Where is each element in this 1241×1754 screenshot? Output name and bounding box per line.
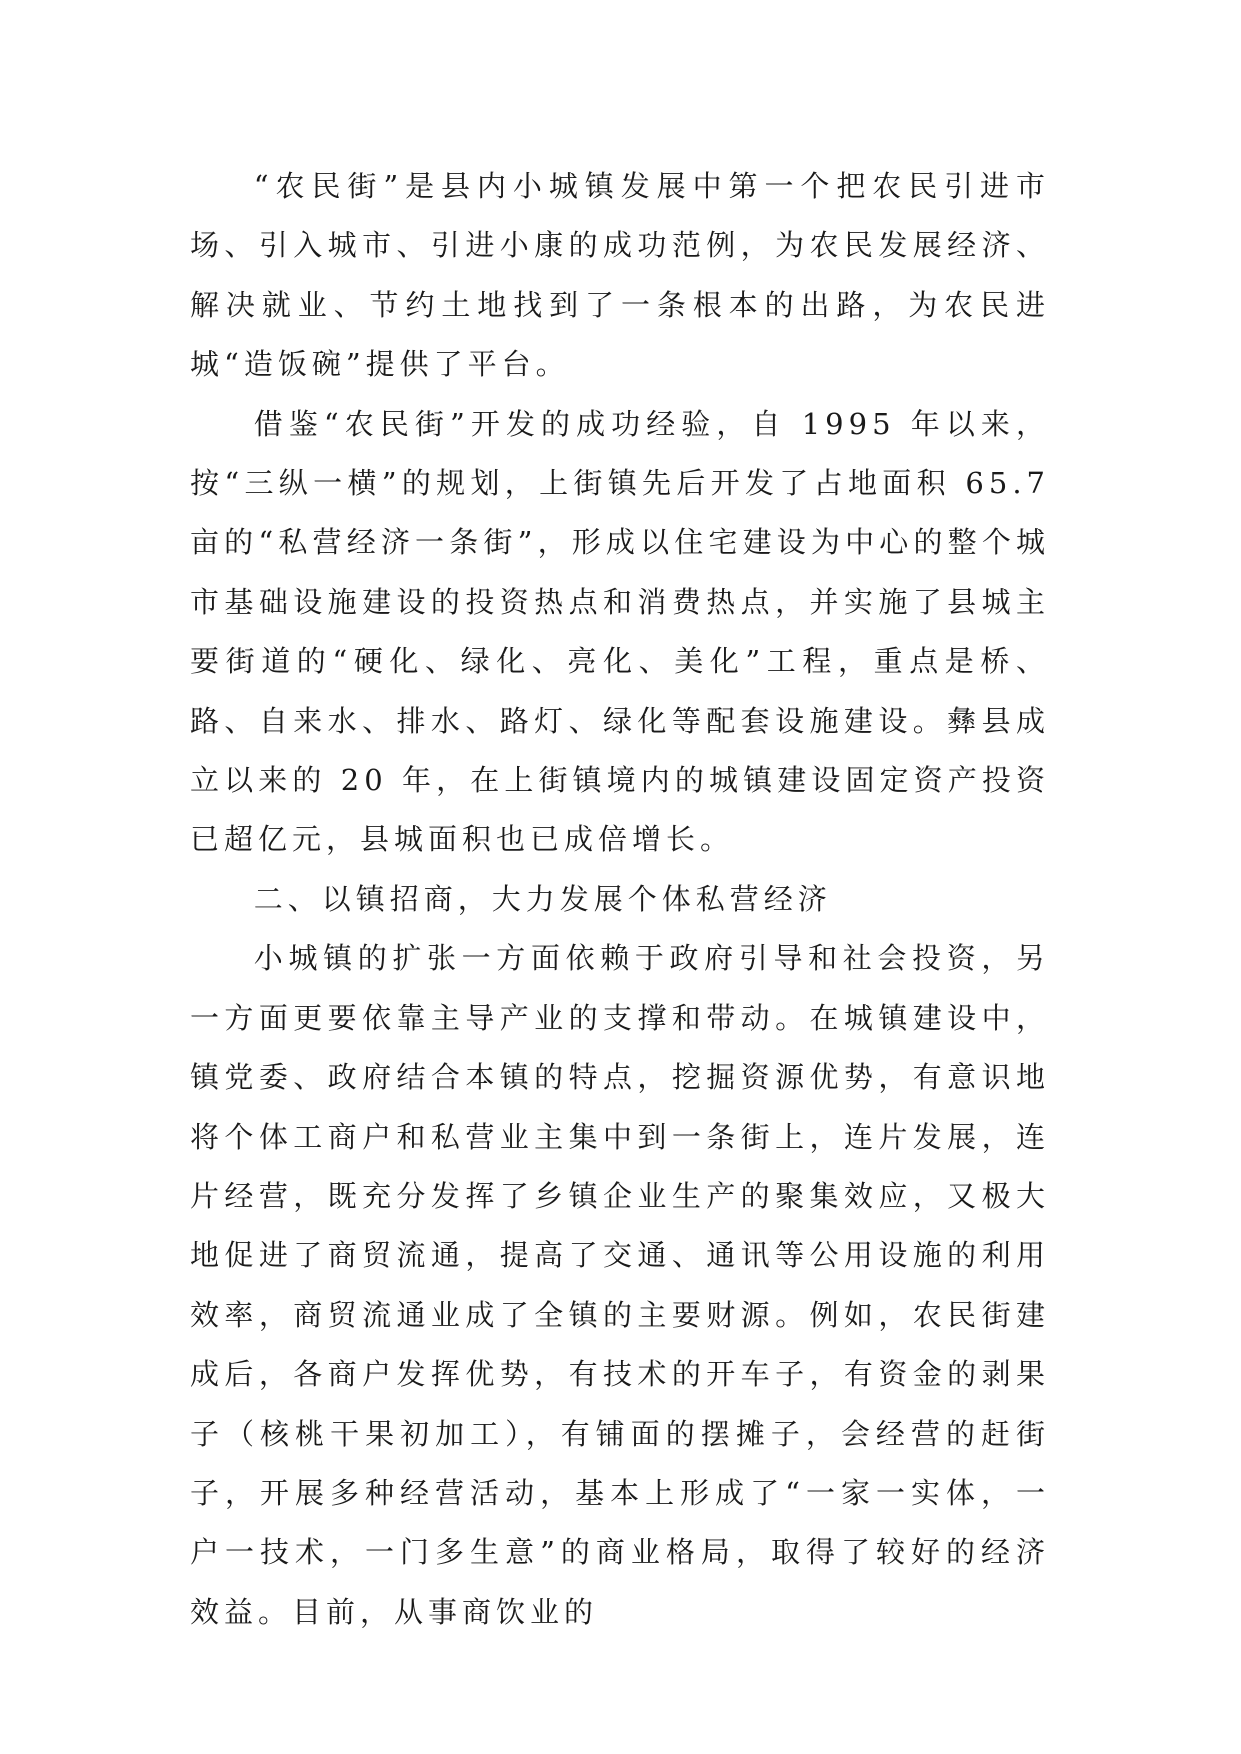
document-body <box>190 157 1050 1642</box>
section-heading: 二、以镇招商，大力发展个体私营经济 <box>253 881 832 916</box>
paragraph-farmers-street: “农民街”是县内小城镇发展中第一个把农民引进市场、引入城市、引进小康的成功范例，为农民发展经济、解决就业、节约土地找到了一条根本的出路，为农民进城“造饭碗”提供了平台。 <box>190 169 1050 382</box>
paragraph-development-experience: 借鉴“农民街”开发的成功经验，自 1995 年以来，按“三纵一横”的规划，上街镇先后开发了占地面积 65.7 亩的“私营经济一条街”，形成以住宅建设为中心的整个城市基础设施建设的投资热点和消费热点，并实施了县城主要街道的“硬化、绿化、亮化、美化”工程，重点是桥、路、自来水、排水、路灯、绿化等配套设施建设。彝县成立以来的 20 年，在上街镇境内的城镇建设固定资产投资已超亿元，县城面积也已成倍增长。 <box>190 406 1050 857</box>
paragraph-small-town-expansion: 小城镇的扩张一方面依赖于政府引导和社会投资，另一方面更要依靠主导产业的支撑和带动。在城镇建设中，镇党委、政府结合本镇的特点，挖掘资源优势，有意识地将个体工商户和私营业主集中到一条街上，连片发展，连片经营，既充分发挥了乡镇企业生产的聚集效应，又极大地促进了商贸流通，提高了交通、通讯等公用设施的利用效率，商贸流通业成了全镇的主要财源。例如，农民街建成后，各商户发挥优势，有技术的开车子，有资金的剥果子（核桃干果初加工），有铺面的摆摊子，会经营的赶街子，开展多种经营活动，基本上形成了“一家一实体，一户一技术，一门多生意”的商业格局，取得了较好的经济效益。目前，从事商饮业的 <box>190 941 1050 1629</box>
